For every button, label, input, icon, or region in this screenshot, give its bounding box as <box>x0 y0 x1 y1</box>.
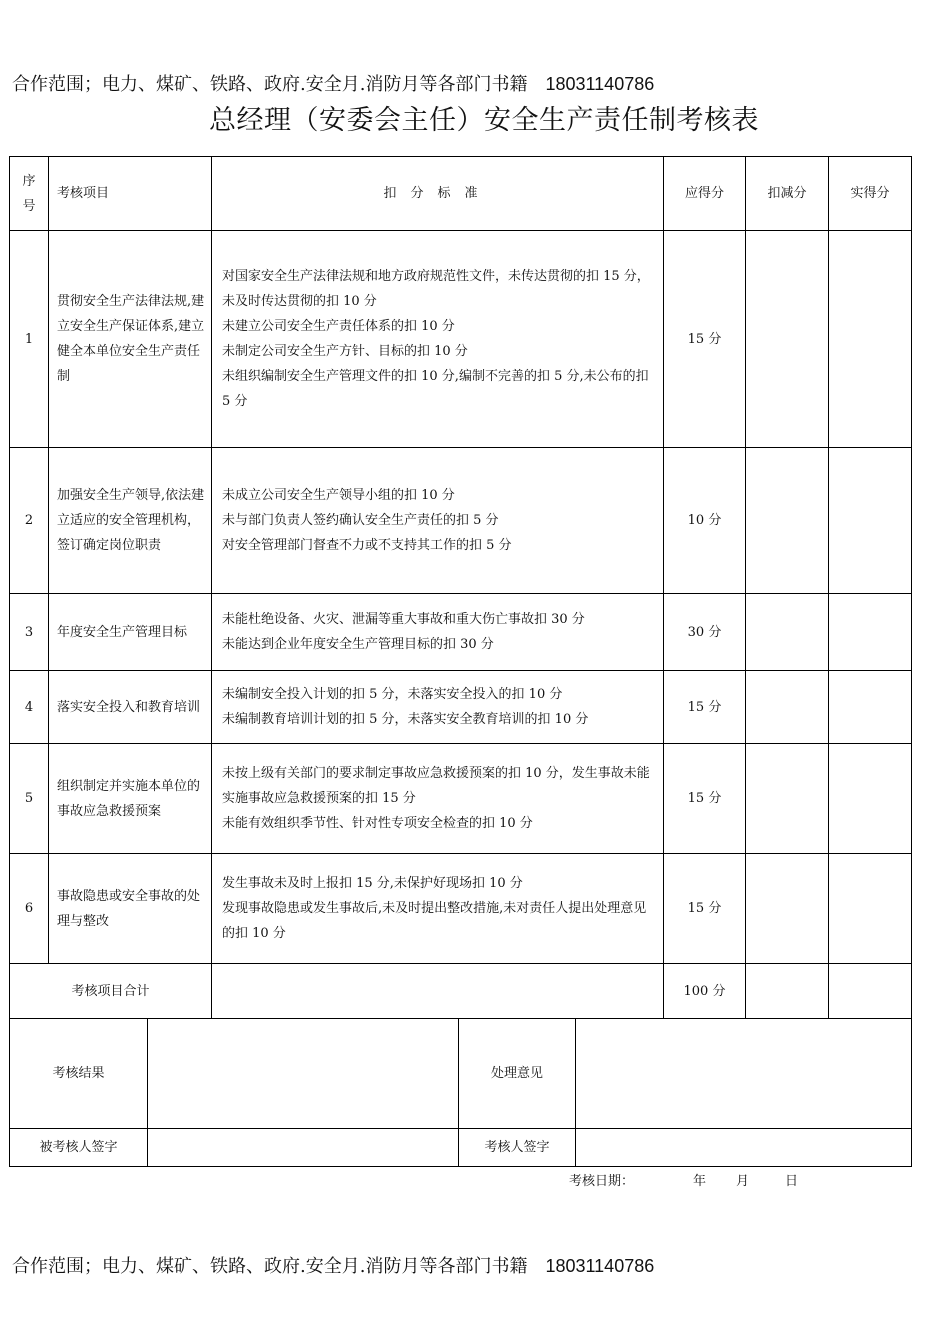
row-standard: 未按上级有关部门的要求制定事故应急救援预案的扣 10 分，发生事故未能实施事故应急救援预案的扣 15 分 未能有效组织季节性、针对性专项安全检查的扣 10 分 <box>212 744 664 854</box>
bottom-banner <box>12 1252 654 1278</box>
total-actual-cell[interactable] <box>829 964 912 1019</box>
assessment-table <box>9 156 912 1019</box>
row-seq: 2 <box>10 448 49 594</box>
result-label: 考核结果 <box>10 1019 148 1129</box>
row-item: 落实安全投入和教育培训 <box>49 671 212 744</box>
row-actual-cell[interactable] <box>829 671 912 744</box>
row-standard: 对国家安全生产法律法规和地方政府规范性文件，未传达贯彻的扣 15 分，未及时传达贯彻的扣 10 分 未建立公司安全生产责任体系的扣 10 分 未制定公司安全生产方针、目标的扣 10 分 未组织编制安全生产管理文件的扣 10 分,编制不完善的扣 5 分,未公布的扣 5 分 <box>212 231 664 448</box>
row-standard: 未能杜绝设备、火灾、泄漏等重大事故和重大伤亡事故扣 30 分 未能达到企业年度安全生产管理目标的扣 30 分 <box>212 594 664 671</box>
row-due: 10 分 <box>664 448 746 594</box>
row-item: 加强安全生产领导,依法建立适应的安全管理机构，签订确定岗位职责 <box>49 448 212 594</box>
row-standard: 未编制安全投入计划的扣 5 分，未落实安全投入的扣 10 分 未编制教育培训计划的扣 5 分，未落实安全教育培训的扣 10 分 <box>212 671 664 744</box>
row-seq: 3 <box>10 594 49 671</box>
table-row <box>10 594 912 671</box>
date-year: 年 <box>693 1174 707 1189</box>
row-actual-cell[interactable] <box>829 854 912 964</box>
row-deduct-cell[interactable] <box>746 448 829 594</box>
banner-phone: 18031140786 <box>545 74 655 94</box>
header-actual: 实得分 <box>829 157 912 231</box>
total-standard-cell <box>212 964 664 1019</box>
table-row <box>10 744 912 854</box>
row-standard: 发生事故未及时上报扣 15 分,未保护好现场扣 10 分 发现事故隐患或发生事故后,未及时提出整改措施,未对责任人提出处理意见的扣 10 分 <box>212 854 664 964</box>
result-table <box>9 1018 912 1167</box>
assessor-sign-field[interactable] <box>576 1129 912 1167</box>
table-row <box>10 448 912 594</box>
date-month: 月 <box>736 1174 750 1189</box>
row-due: 15 分 <box>664 744 746 854</box>
row-deduct-cell[interactable] <box>746 744 829 854</box>
result-field[interactable] <box>148 1019 459 1129</box>
row-deduct-cell[interactable] <box>746 854 829 964</box>
row-due: 15 分 <box>664 231 746 448</box>
row-item: 组织制定并实施本单位的事故应急救援预案 <box>49 744 212 854</box>
header-row <box>10 157 912 231</box>
row-due: 15 分 <box>664 671 746 744</box>
row-actual-cell[interactable] <box>829 744 912 854</box>
date-label: 考核日期： <box>569 1174 635 1189</box>
result-row <box>10 1019 912 1129</box>
table-row <box>10 671 912 744</box>
total-row <box>10 964 912 1019</box>
top-banner <box>12 70 654 96</box>
banner-phone: 18031140786 <box>545 1256 655 1276</box>
assessment-date <box>569 1170 798 1189</box>
total-due: 100 分 <box>664 964 746 1019</box>
header-item: 考核项目 <box>49 157 212 231</box>
row-item: 贯彻安全生产法律法规,建立安全生产保证体系,建立健全本单位安全生产责任制 <box>49 231 212 448</box>
assessor-sign-label: 考核人签字 <box>459 1129 576 1167</box>
row-seq: 6 <box>10 854 49 964</box>
header-standard: 扣分标准 <box>212 157 664 231</box>
row-actual-cell[interactable] <box>829 231 912 448</box>
row-due: 30 分 <box>664 594 746 671</box>
header-due: 应得分 <box>664 157 746 231</box>
row-seq: 5 <box>10 744 49 854</box>
row-item: 事故隐患或安全事故的处理与整改 <box>49 854 212 964</box>
banner-text: 合作范围；电力、煤矿、铁路、政府.安全月.消防月等各部门书籍 <box>12 1256 528 1277</box>
row-due: 15 分 <box>664 854 746 964</box>
row-deduct-cell[interactable] <box>746 594 829 671</box>
row-deduct-cell[interactable] <box>746 671 829 744</box>
table-row <box>10 854 912 964</box>
header-deduct: 扣减分 <box>746 157 829 231</box>
row-seq: 4 <box>10 671 49 744</box>
total-label: 考核项目合计 <box>10 964 212 1019</box>
assessee-sign-label: 被考核人签字 <box>10 1129 148 1167</box>
table-row <box>10 231 912 448</box>
row-actual-cell[interactable] <box>829 594 912 671</box>
row-item: 年度安全生产管理目标 <box>49 594 212 671</box>
opinion-label: 处理意见 <box>459 1019 576 1129</box>
total-deduct-cell[interactable] <box>746 964 829 1019</box>
header-seq: 序 号 <box>10 157 49 231</box>
row-seq: 1 <box>10 231 49 448</box>
opinion-field[interactable] <box>576 1019 912 1129</box>
row-deduct-cell[interactable] <box>746 231 829 448</box>
row-standard: 未成立公司安全生产领导小组的扣 10 分 未与部门负责人签约确认安全生产责任的扣 5 分 对安全管理部门督查不力或不支持其工作的扣 5 分 <box>212 448 664 594</box>
page-title: 总经理（安委会主任）安全生产责任制考核表 <box>209 105 759 136</box>
date-day: 日 <box>785 1174 799 1189</box>
row-actual-cell[interactable] <box>829 448 912 594</box>
assessee-sign-field[interactable] <box>148 1129 459 1167</box>
banner-text: 合作范围；电力、煤矿、铁路、政府.安全月.消防月等各部门书籍 <box>12 74 528 95</box>
signature-row <box>10 1129 912 1167</box>
